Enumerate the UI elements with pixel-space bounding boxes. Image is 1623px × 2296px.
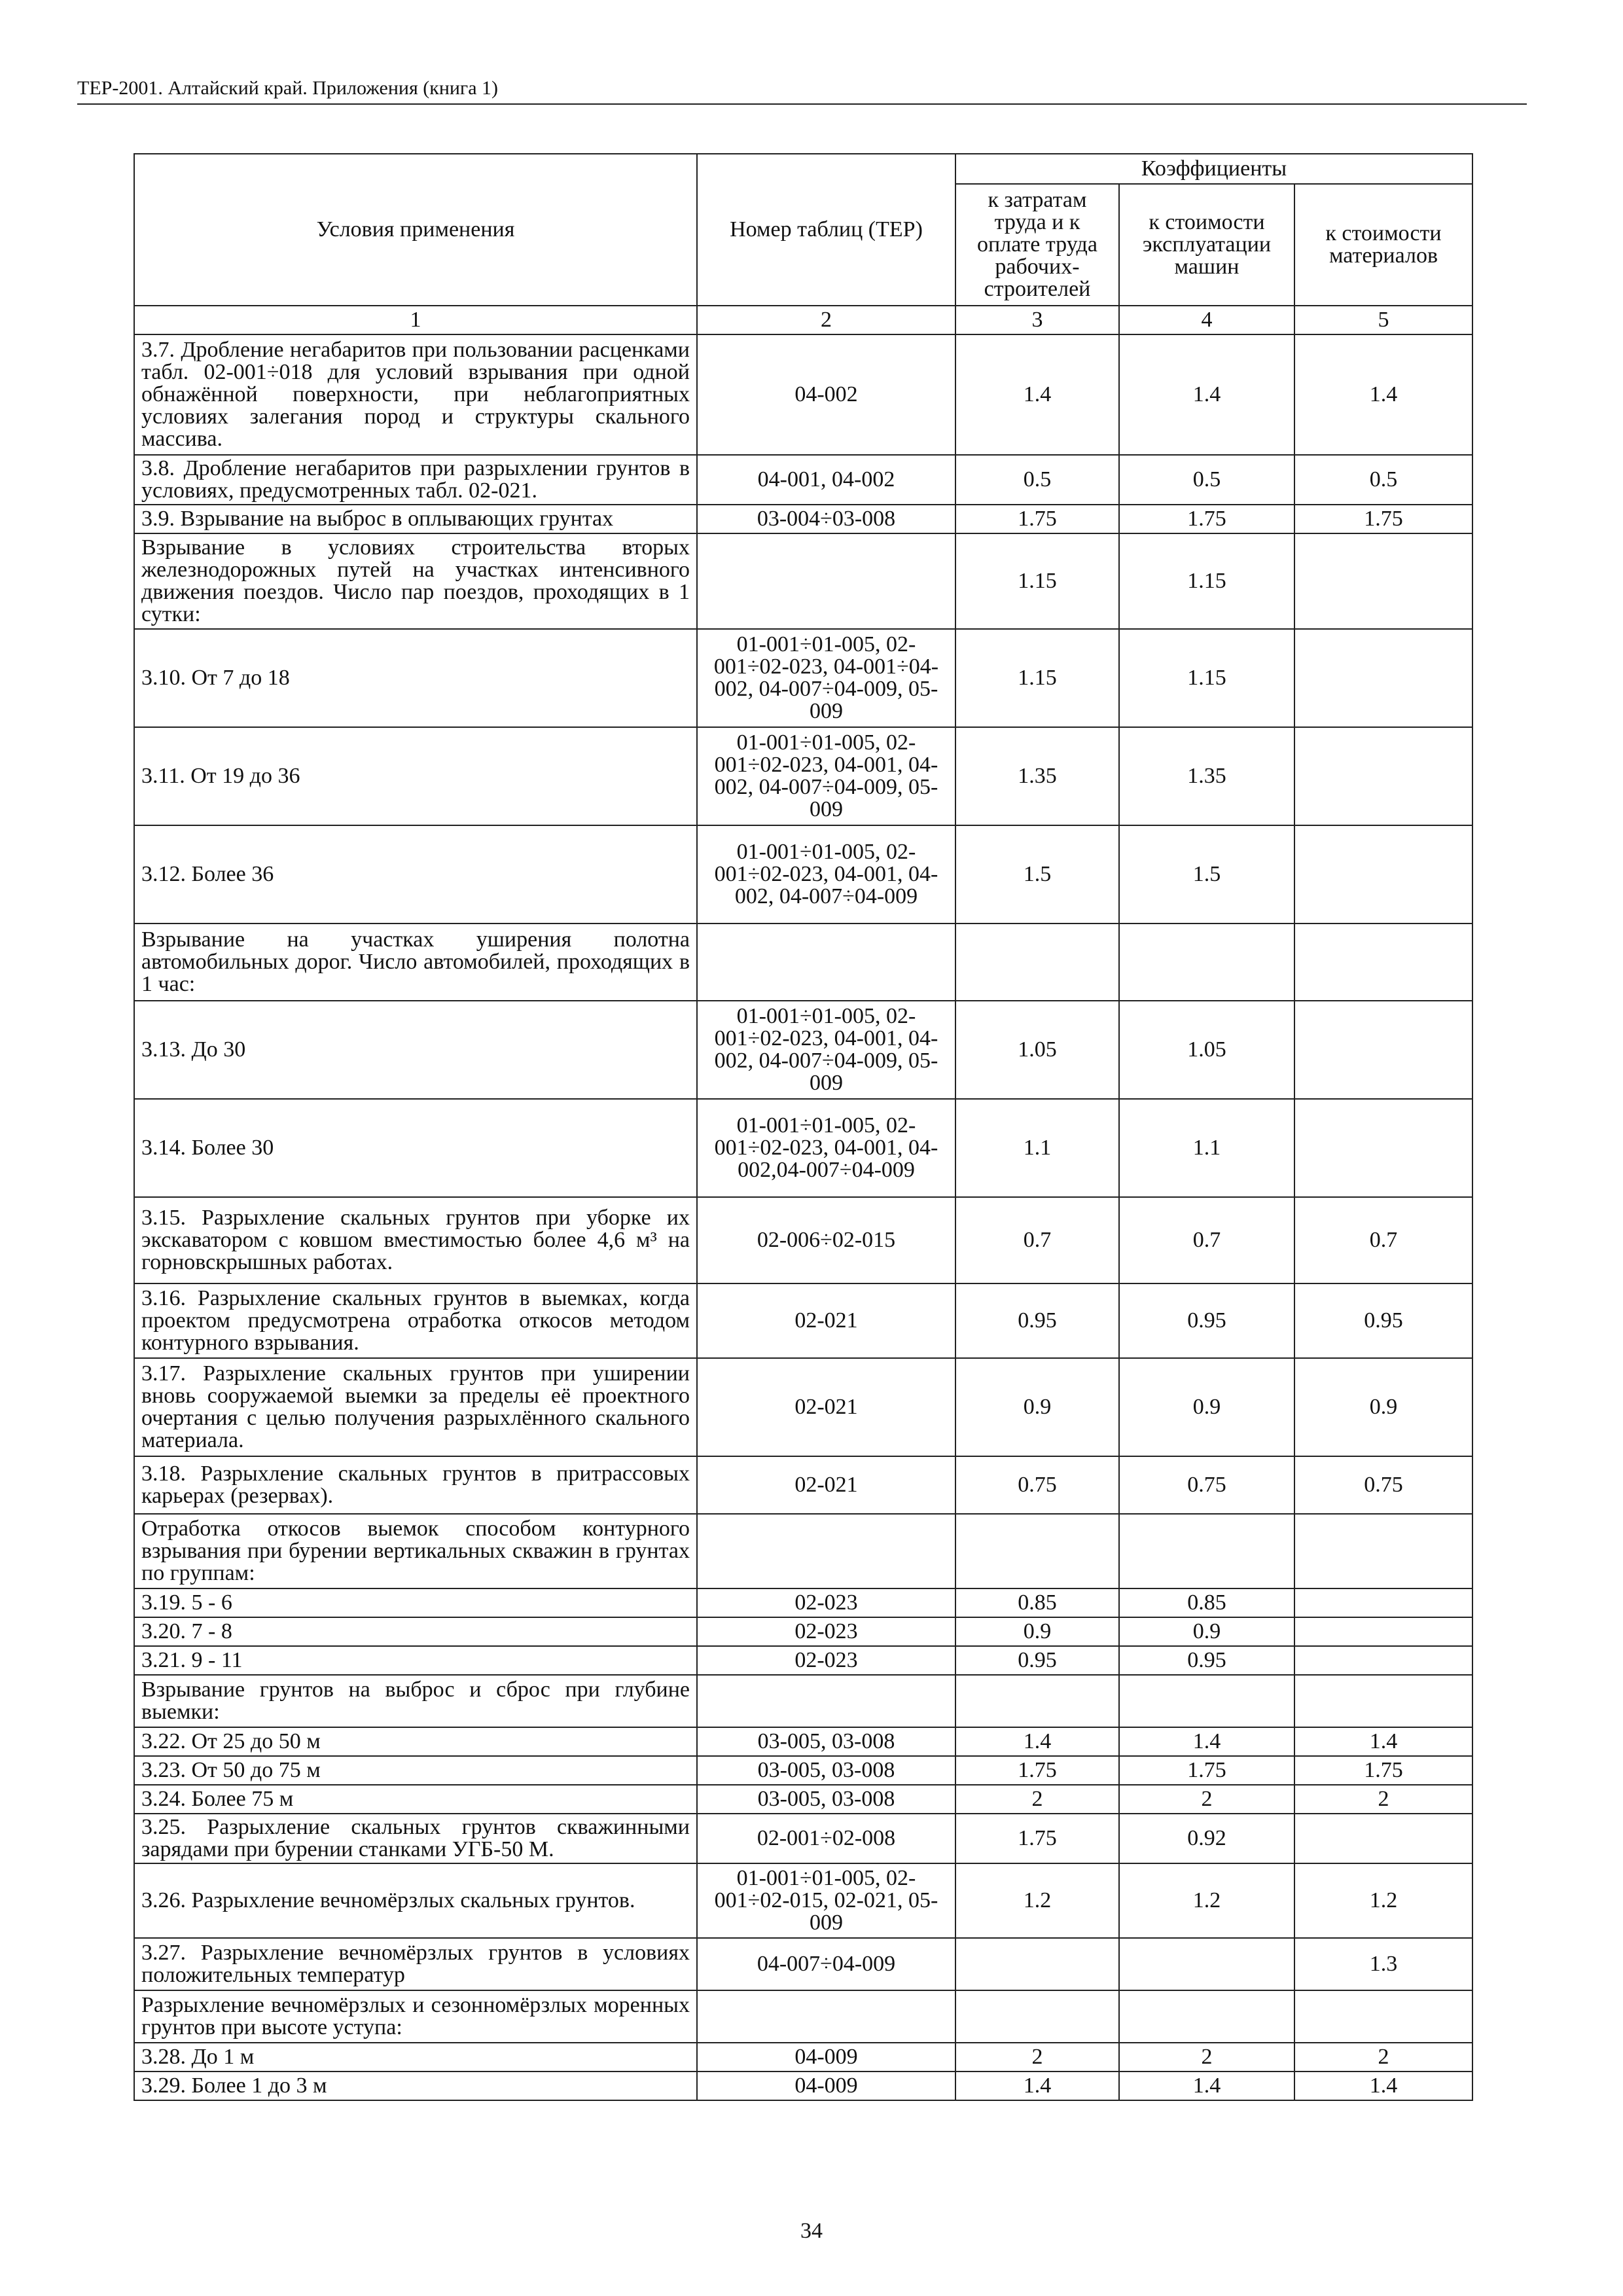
column-number: 1	[134, 306, 697, 334]
table-cell-c2: 03-005, 03-008	[697, 1727, 955, 1756]
table-cell-c4: 1.75	[1119, 1756, 1294, 1785]
table-row	[134, 1727, 1472, 1756]
header-conditions: Условия применения	[134, 154, 697, 306]
table-cell-c3: 1.2	[955, 1863, 1119, 1938]
table-cell-c4: 1.15	[1119, 533, 1294, 629]
table-cell-c2: 03-005, 03-008	[697, 1785, 955, 1814]
table-cell-c2	[697, 1675, 955, 1727]
table-cell-c2: 01-001÷01-005, 02-001÷02-023, 04-001, 04-002, 04-007÷04-009, 05-009	[697, 1001, 955, 1099]
column-number: 4	[1119, 306, 1294, 334]
table-cell-c1: Взрывание на участках уширения полотна автомобильных дорог. Число автомобилей, проходящих в 1 час:	[134, 924, 697, 1001]
table-row	[134, 924, 1472, 1001]
table-row	[134, 1514, 1472, 1588]
table-cell-c4: 0.7	[1119, 1197, 1294, 1283]
table-row	[134, 1785, 1472, 1814]
table-cell-c4	[1119, 1938, 1294, 1990]
table-row	[134, 629, 1472, 727]
table-cell-c4: 0.9	[1119, 1358, 1294, 1456]
table-cell-c2: 04-002	[697, 334, 955, 455]
table-cell-c4: 1.35	[1119, 727, 1294, 825]
table-cell-c3: 1.4	[955, 2072, 1119, 2100]
table-cell-c2	[697, 1990, 955, 2043]
column-number: 2	[697, 306, 955, 334]
table-cell-c2: 01-001÷01-005, 02-001÷02-023, 04-001÷04-002, 04-007÷04-009, 05-009	[697, 629, 955, 727]
page-number: 34	[800, 2219, 823, 2243]
table-row	[134, 2043, 1472, 2072]
table-cell-c3: 1.35	[955, 727, 1119, 825]
table-cell-c4	[1119, 1675, 1294, 1727]
table-cell-c3: 0.85	[955, 1588, 1119, 1617]
table-cell-c1: Взрывание в условиях строительства вторых железнодорожных путей на участках интенсивного движения поездов. Число пар поездов, проходящих в 1 сутки:	[134, 533, 697, 629]
table-cell-c4: 1.4	[1119, 1727, 1294, 1756]
table-cell-c3: 1.5	[955, 825, 1119, 924]
table-cell-c3: 1.75	[955, 1814, 1119, 1863]
table-cell-c1: 3.7. Дробление негабаритов при пользовании расценками табл. 02-001÷018 для условий взрывания при одной обнажённой поверхности, при неблагоприятных условиях залегания пород и структуры скального массива.	[134, 334, 697, 455]
table-row	[134, 1358, 1472, 1456]
table-cell-c1: 3.28. До 1 м	[134, 2043, 697, 2072]
table-cell-c4: 1.4	[1119, 334, 1294, 455]
header-labor: к затратам труда и к оплате труда рабочих-строителей	[955, 184, 1119, 306]
table-row	[134, 1863, 1472, 1938]
table-cell-c3: 0.9	[955, 1358, 1119, 1456]
table-cell-c1: 3.17. Разрыхление скальных грунтов при уширении вновь сооружаемой выемки за пределы её проектного очертания с целью получения разрыхлённого скального материала.	[134, 1358, 697, 1456]
table-row	[134, 1456, 1472, 1514]
table-cell-c4: 1.75	[1119, 505, 1294, 533]
table-cell-c5: 1.2	[1294, 1863, 1472, 1938]
table-cell-c4	[1119, 1990, 1294, 2043]
table-cell-c5	[1294, 1617, 1472, 1646]
table-cell-c2: 02-023	[697, 1646, 955, 1675]
table-cell-c3	[955, 924, 1119, 1001]
table-cell-c1: 3.19. 5 - 6	[134, 1588, 697, 1617]
table-cell-c1: 3.12. Более 36	[134, 825, 697, 924]
table-row	[134, 1938, 1472, 1990]
table-cell-c1: 3.24. Более 75 м	[134, 1785, 697, 1814]
table-cell-c3: 1.4	[955, 334, 1119, 455]
table-cell-c2: 01-001÷01-005, 02-001÷02-015, 02-021, 05-009	[697, 1863, 955, 1938]
table-cell-c1: 3.11. От 19 до 36	[134, 727, 697, 825]
table-row	[134, 2072, 1472, 2100]
table-row	[134, 1675, 1472, 1727]
table-cell-c2: 04-009	[697, 2043, 955, 2072]
table-row	[134, 727, 1472, 825]
table-cell-c5	[1294, 1814, 1472, 1863]
table-row	[134, 1099, 1472, 1197]
table-cell-c5: 2	[1294, 1785, 1472, 1814]
header-materials: к стоимости материалов	[1294, 184, 1472, 306]
table-cell-c3: 0.75	[955, 1456, 1119, 1514]
table-cell-c5: 1.75	[1294, 1756, 1472, 1785]
table-cell-c5: 1.75	[1294, 505, 1472, 533]
table-cell-c5	[1294, 1099, 1472, 1197]
table-cell-c2: 03-004÷03-008	[697, 505, 955, 533]
table-cell-c3: 2	[955, 1785, 1119, 1814]
table-cell-c4	[1119, 924, 1294, 1001]
table-cell-c4: 1.15	[1119, 629, 1294, 727]
table-cell-c4: 1.2	[1119, 1863, 1294, 1938]
header-coefficients: Коэффициенты	[955, 154, 1472, 184]
table-cell-c4: 1.5	[1119, 825, 1294, 924]
table-cell-c3: 2	[955, 2043, 1119, 2072]
table-cell-c3: 0.5	[955, 455, 1119, 505]
table-cell-c4	[1119, 1514, 1294, 1588]
column-number: 5	[1294, 306, 1472, 334]
table-cell-c1: 3.9. Взрывание на выброс в оплывающих грунтах	[134, 505, 697, 533]
table-row	[134, 455, 1472, 505]
table-cell-c5: 0.5	[1294, 455, 1472, 505]
table-cell-c5	[1294, 1675, 1472, 1727]
table-cell-c4: 0.95	[1119, 1283, 1294, 1358]
table-cell-c5	[1294, 1588, 1472, 1617]
table-cell-c5: 1.3	[1294, 1938, 1472, 1990]
table-cell-c1: Взрывание грунтов на выброс и сброс при глубине выемки:	[134, 1675, 697, 1727]
table-cell-c1: 3.18. Разрыхление скальных грунтов в притрассовых карьерах (резервах).	[134, 1456, 697, 1514]
table-cell-c3	[955, 1675, 1119, 1727]
table-cell-c5	[1294, 727, 1472, 825]
table-cell-c2	[697, 1514, 955, 1588]
table-cell-c5: 1.4	[1294, 2072, 1472, 2100]
table-cell-c3: 0.95	[955, 1283, 1119, 1358]
table-cell-c3: 0.7	[955, 1197, 1119, 1283]
table-cell-c2: 02-023	[697, 1617, 955, 1646]
table-cell-c3	[955, 1990, 1119, 2043]
table-row	[134, 1588, 1472, 1617]
table-cell-c3: 1.15	[955, 629, 1119, 727]
table-row	[134, 334, 1472, 455]
table-row	[134, 1197, 1472, 1283]
table-cell-c4: 2	[1119, 1785, 1294, 1814]
table-body	[134, 334, 1472, 2100]
table-cell-c2: 01-001÷01-005, 02-001÷02-023, 04-001, 04-002,04-007÷04-009	[697, 1099, 955, 1197]
table-cell-c4: 1.1	[1119, 1099, 1294, 1197]
table-cell-c5	[1294, 1646, 1472, 1675]
table-cell-c1: 3.14. Более 30	[134, 1099, 697, 1197]
table-cell-c2: 04-001, 04-002	[697, 455, 955, 505]
table-cell-c4: 0.85	[1119, 1588, 1294, 1617]
table-cell-c4: 0.75	[1119, 1456, 1294, 1514]
table-cell-c1: 3.13. До 30	[134, 1001, 697, 1099]
table-cell-c3: 1.1	[955, 1099, 1119, 1197]
table-cell-c5	[1294, 1514, 1472, 1588]
table-cell-c5: 0.9	[1294, 1358, 1472, 1456]
table-cell-c4: 0.5	[1119, 455, 1294, 505]
table-row	[134, 1617, 1472, 1646]
table-cell-c3: 1.4	[955, 1727, 1119, 1756]
table-cell-c5	[1294, 825, 1472, 924]
table-cell-c1: 3.27. Разрыхление вечномёрзлых грунтов в условиях положительных температур	[134, 1938, 697, 1990]
table-row	[134, 825, 1472, 924]
table-cell-c3: 1.05	[955, 1001, 1119, 1099]
table-cell-c4: 0.92	[1119, 1814, 1294, 1863]
table-cell-c2: 03-005, 03-008	[697, 1756, 955, 1785]
table-row	[134, 1283, 1472, 1358]
table-cell-c1: 3.25. Разрыхление скальных грунтов скважинными зарядами при бурении станками УГБ-50 М.	[134, 1814, 697, 1863]
table-cell-c2: 04-007÷04-009	[697, 1938, 955, 1990]
table-cell-c5	[1294, 1001, 1472, 1099]
table-cell-c3: 0.95	[955, 1646, 1119, 1675]
table-cell-c1: 3.20. 7 - 8	[134, 1617, 697, 1646]
table-cell-c2: 01-001÷01-005, 02-001÷02-023, 04-001, 04-002, 04-007÷04-009, 05-009	[697, 727, 955, 825]
table-cell-c3	[955, 1514, 1119, 1588]
table-cell-c5: 0.75	[1294, 1456, 1472, 1514]
table-row	[134, 1990, 1472, 2043]
table-cell-c2: 02-021	[697, 1456, 955, 1514]
table-cell-c1: 3.22. От 25 до 50 м	[134, 1727, 697, 1756]
table-cell-c2: 02-006÷02-015	[697, 1197, 955, 1283]
table-cell-c2: 02-021	[697, 1283, 955, 1358]
table-row	[134, 1814, 1472, 1863]
table-cell-c5: 0.95	[1294, 1283, 1472, 1358]
table-row	[134, 533, 1472, 629]
table-cell-c5: 1.4	[1294, 1727, 1472, 1756]
table-cell-c3: 0.9	[955, 1617, 1119, 1646]
table-cell-c5: 1.4	[1294, 334, 1472, 455]
table-cell-c1: Разрыхление вечномёрзлых и сезонномёрзлых моренных грунтов при высоте уступа:	[134, 1990, 697, 2043]
coefficients-table	[134, 153, 1473, 2101]
table-row	[134, 505, 1472, 533]
table-cell-c5: 2	[1294, 2043, 1472, 2072]
table-cell-c4: 1.4	[1119, 2072, 1294, 2100]
header-machines: к стоимости эксплуатации машин	[1119, 184, 1294, 306]
table-cell-c4: 0.9	[1119, 1617, 1294, 1646]
table-cell-c5	[1294, 1990, 1472, 2043]
table-cell-c1: 3.8. Дробление негабаритов при разрыхлении грунтов в условиях, предусмотренных табл. 02-021.	[134, 455, 697, 505]
header-table-numbers: Номер таблиц (ТЕР)	[697, 154, 955, 306]
table-cell-c3: 1.75	[955, 505, 1119, 533]
table-cell-c1: 3.15. Разрыхление скальных грунтов при уборке их экскаватором с ковшом вместимостью более 4,6 м³ на горновскрышных работах.	[134, 1197, 697, 1283]
table-cell-c1: 3.10. От 7 до 18	[134, 629, 697, 727]
table-cell-c1: Отработка откосов выемок способом контурного взрывания при бурении вертикальных скважин в грунтах по группам:	[134, 1514, 697, 1588]
table-cell-c4: 1.05	[1119, 1001, 1294, 1099]
table-cell-c5: 0.7	[1294, 1197, 1472, 1283]
table-cell-c2: 04-009	[697, 2072, 955, 2100]
table-cell-c1: 3.16. Разрыхление скальных грунтов в выемках, когда проектом предусмотрена отработка откосов методом контурного взрывания.	[134, 1283, 697, 1358]
table-cell-c3: 1.15	[955, 533, 1119, 629]
table-row	[134, 1001, 1472, 1099]
table-cell-c4: 0.95	[1119, 1646, 1294, 1675]
table-cell-c1: 3.29. Более 1 до 3 м	[134, 2072, 697, 2100]
table-cell-c5	[1294, 629, 1472, 727]
table-cell-c1: 3.23. От 50 до 75 м	[134, 1756, 697, 1785]
table-cell-c3: 1.75	[955, 1756, 1119, 1785]
table-cell-c1: 3.21. 9 - 11	[134, 1646, 697, 1675]
table-cell-c2: 02-021	[697, 1358, 955, 1456]
table-cell-c1: 3.26. Разрыхление вечномёрзлых скальных грунтов.	[134, 1863, 697, 1938]
table-cell-c5	[1294, 533, 1472, 629]
page-header: ТЕР-2001. Алтайский край. Приложения (книга 1)	[77, 77, 1527, 105]
table-cell-c2	[697, 924, 955, 1001]
table-cell-c5	[1294, 924, 1472, 1001]
table-cell-c2: 01-001÷01-005, 02-001÷02-023, 04-001, 04-002, 04-007÷04-009	[697, 825, 955, 924]
column-number: 3	[955, 306, 1119, 334]
table-row	[134, 1646, 1472, 1675]
table-row	[134, 1756, 1472, 1785]
table-cell-c2	[697, 533, 955, 629]
table-cell-c3	[955, 1938, 1119, 1990]
table-cell-c2: 02-023	[697, 1588, 955, 1617]
table-cell-c2: 02-001÷02-008	[697, 1814, 955, 1863]
table-cell-c4: 2	[1119, 2043, 1294, 2072]
